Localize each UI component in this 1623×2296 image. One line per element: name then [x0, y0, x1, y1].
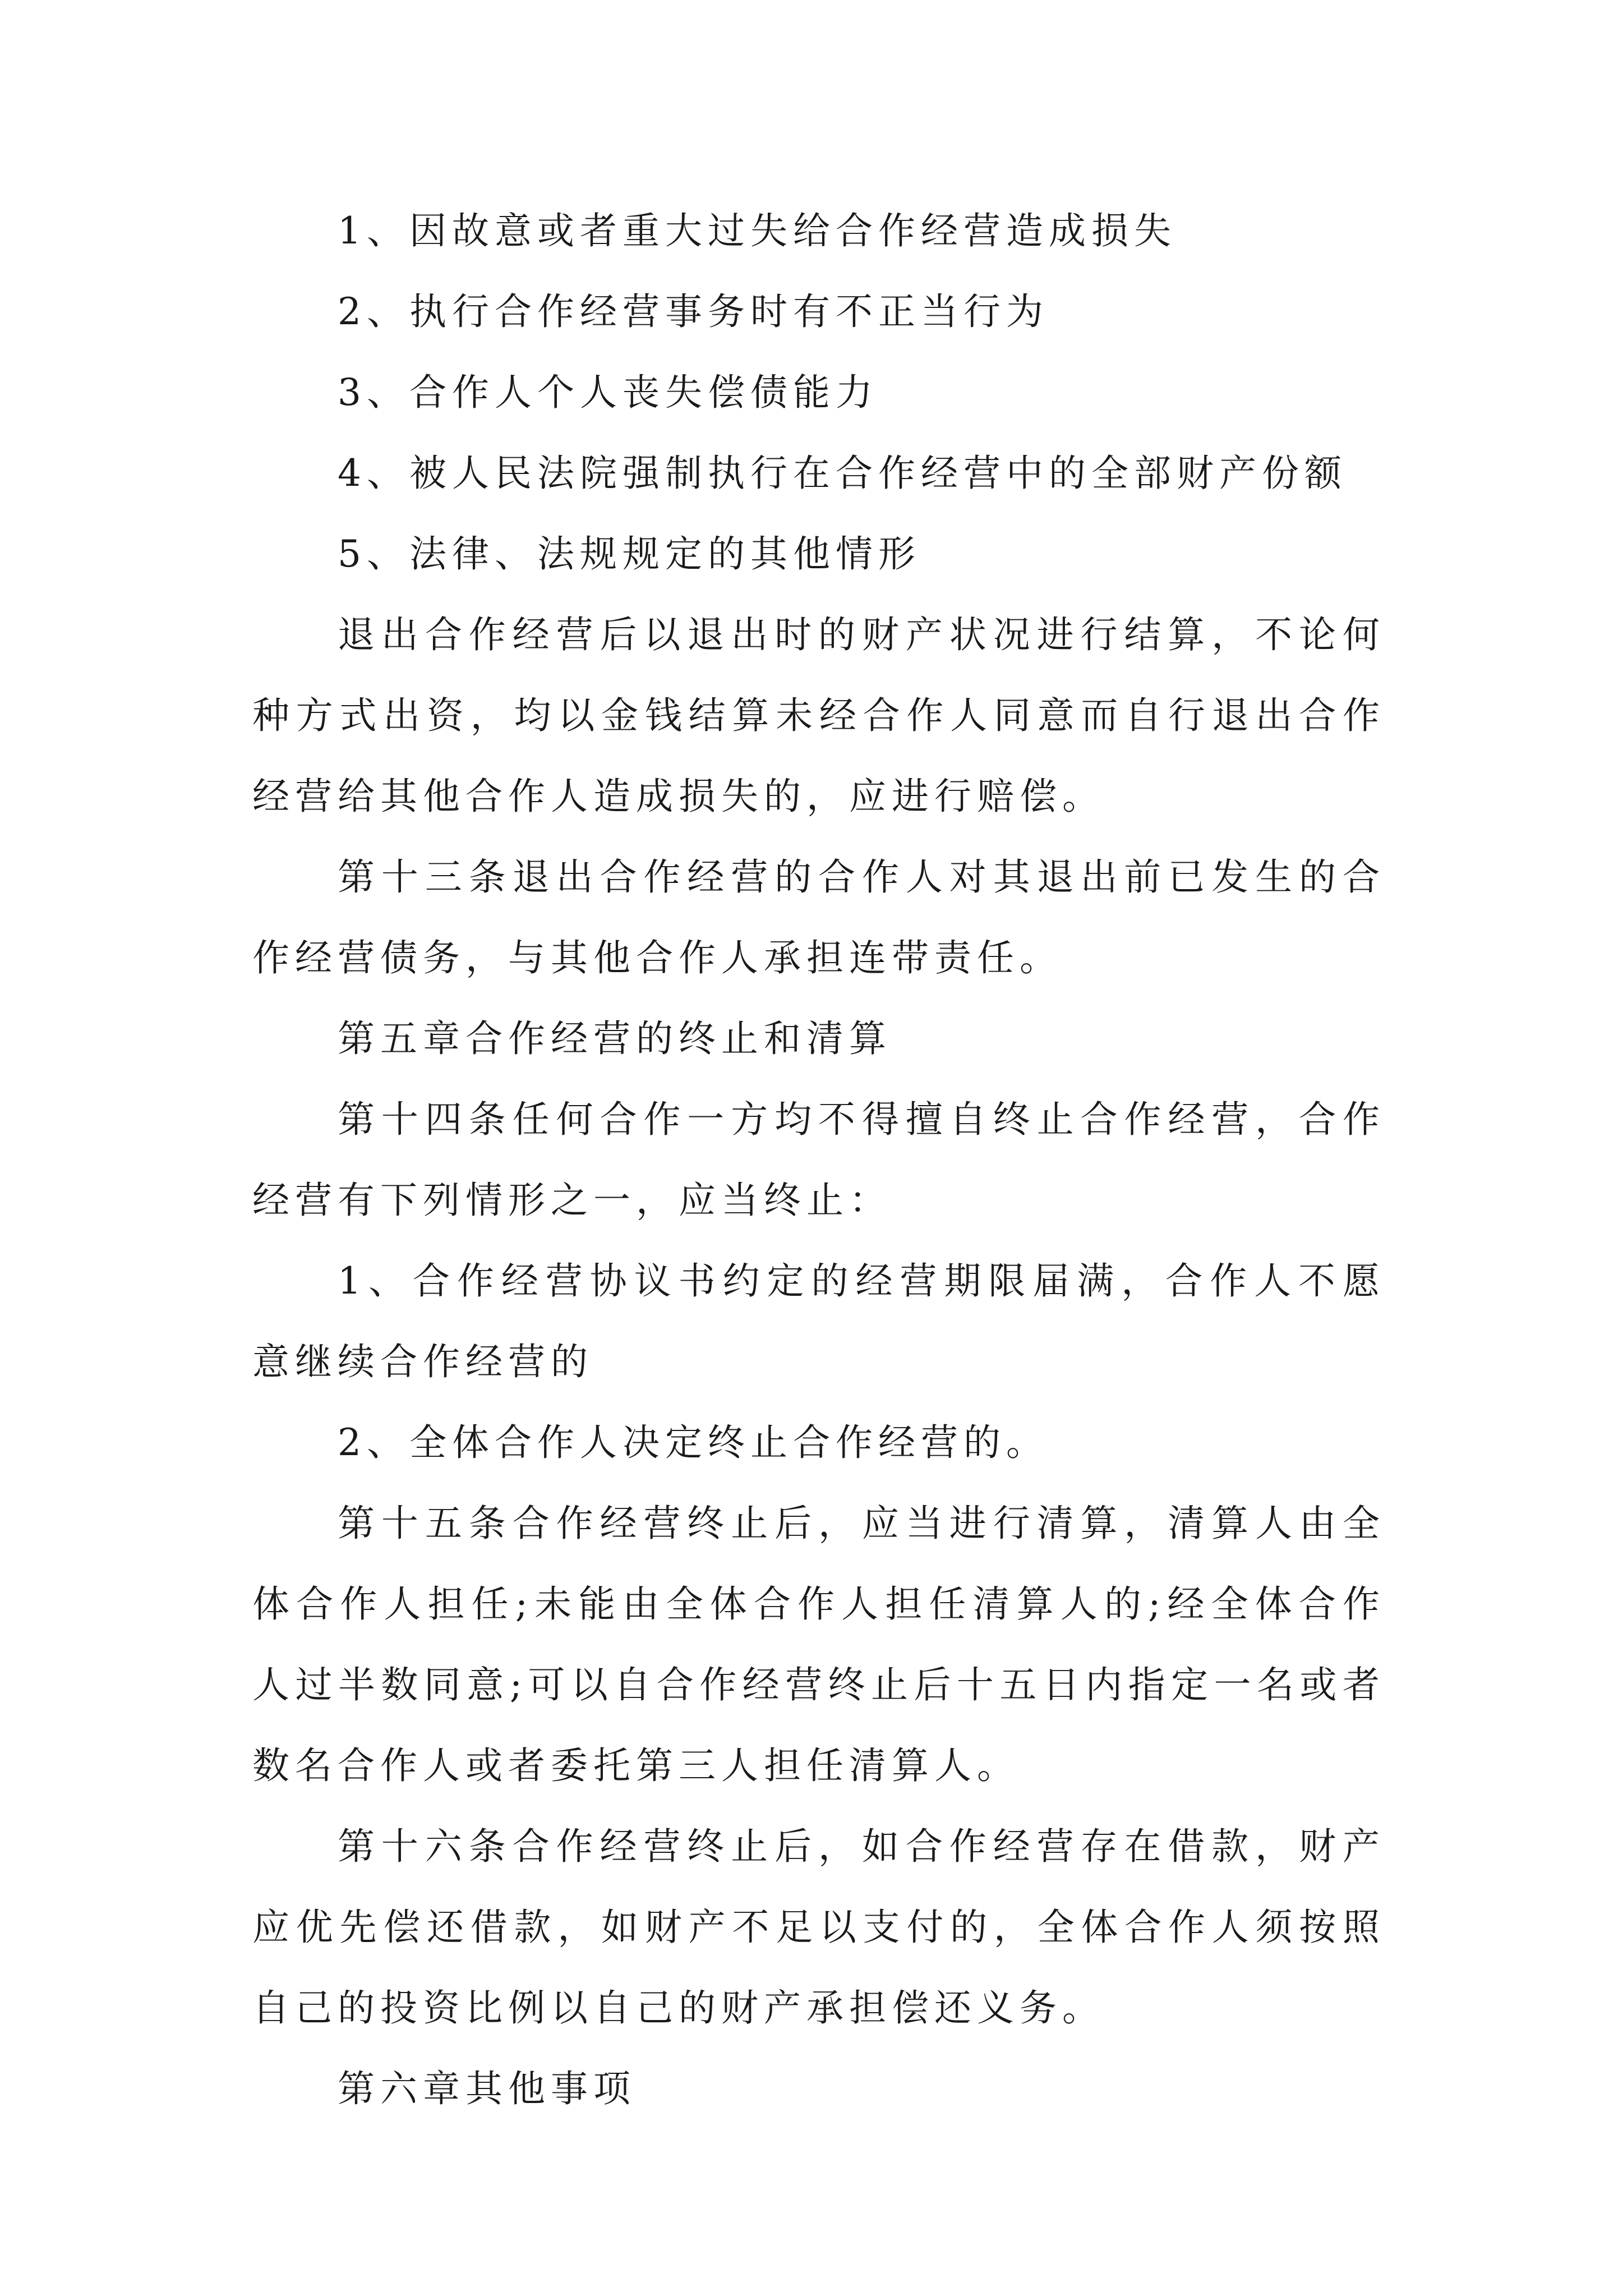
paragraph-exit-settlement: 退出合作经营后以退出时的财产状况进行结算，不论何种方式出资，均以金钱结算未经合作人同意而自行退出合作经营给其他合作人造成损失的，应进行赔偿。 [252, 613, 1385, 818]
list-item-3: 3、合作人个人丧失偿债能力 [338, 371, 878, 414]
article-13: 第十三条退出合作经营的合作人对其退出前已发生的合作经营债务，与其他合作人承担连带责任。 [252, 855, 1385, 979]
chapter-5-heading: 第五章合作经营的终止和清算 [338, 1017, 892, 1060]
list-item-4: 4、被人民法院强制执行在合作经营中的全部财产份额 [338, 452, 1347, 495]
chapter-6-heading: 第六章其他事项 [338, 2067, 636, 2110]
list-item-5: 5、法律、法规规定的其他情形 [338, 532, 921, 576]
document-body [252, 191, 1385, 2129]
list-item-1: 1、因故意或者重大过失给合作经营造成损失 [338, 209, 1177, 252]
termination-item-1: 1、合作经营协议书约定的经营期限届满，合作人不愿意继续合作经营的 [252, 1259, 1385, 1383]
termination-item-2: 2、全体合作人决定终止合作经营的。 [338, 1421, 1049, 1464]
article-16: 第十六条合作经营终止后，如合作经营存在借款，财产应优先偿还借款，如财产不足以支付的，全体合作人须按照自己的投资比例以自己的财产承担偿还义务。 [252, 1825, 1385, 2030]
article-15: 第十五条合作经营终止后，应当进行清算，清算人由全体合作人担任;未能由全体合作人担任清算人的;经全体合作人过半数同意;可以自合作经营终止后十五日内指定一名或者数名合作人或者委托第三人担任清算人。 [252, 1502, 1385, 1787]
list-item-2: 2、执行合作经营事务时有不正当行为 [338, 290, 1049, 333]
article-14: 第十四条任何合作一方均不得擅自终止合作经营，合作经营有下列情形之一，应当终止： [252, 1098, 1385, 1222]
